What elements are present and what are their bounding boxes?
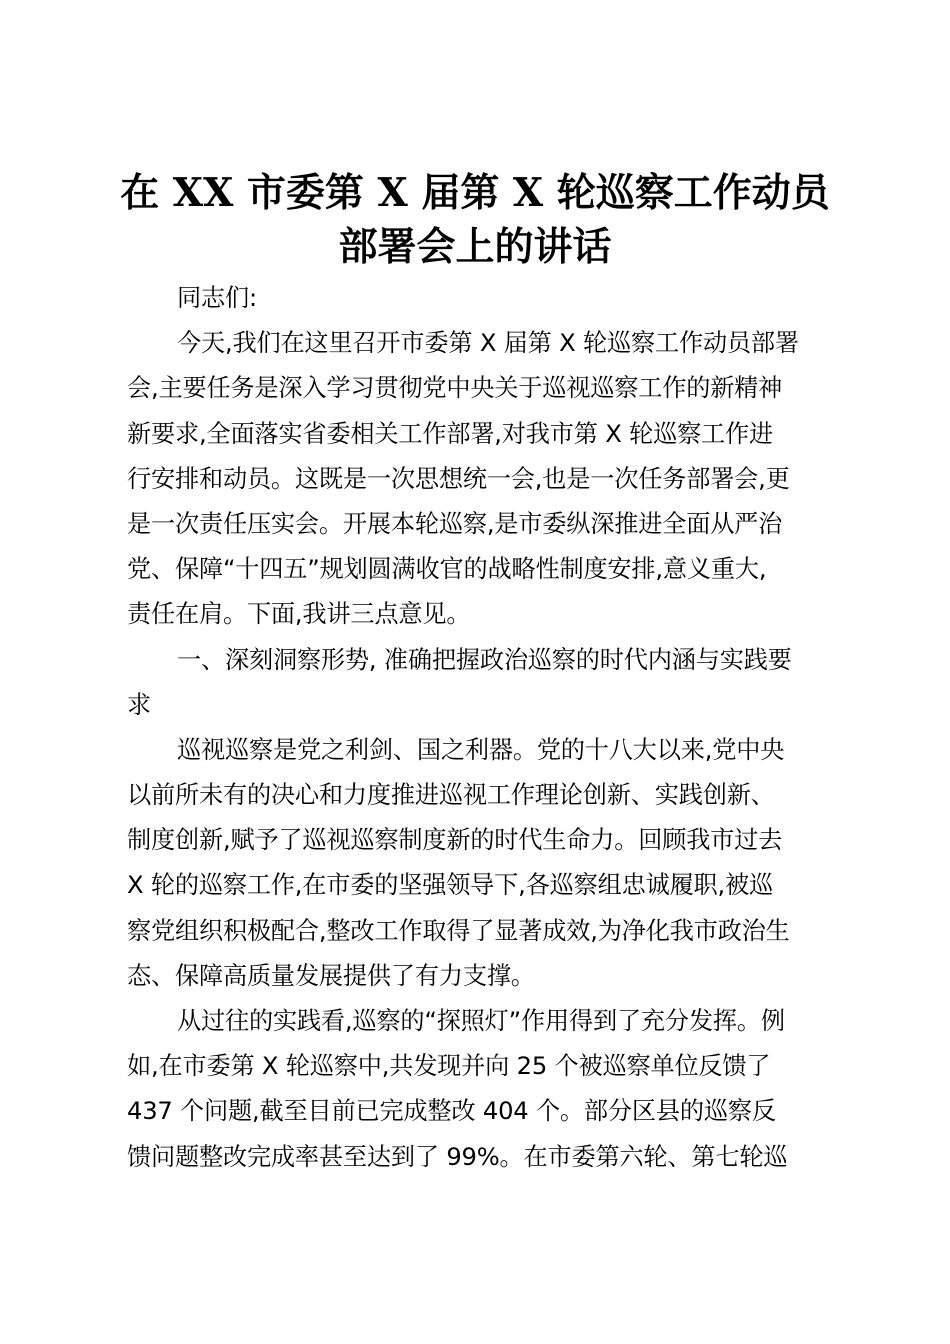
text-line: X 轮的巡察工作,在市委的坚强领导下,各巡察组忠诚履职,被巡	[127, 871, 774, 900]
text-line: 制度创新,赋予了巡视巡察制度新的时代生命力。回顾我市过去	[127, 826, 783, 855]
text-line: 巡视巡察是党之利剑、国之利器。党的十八大以来,党中央	[177, 735, 785, 764]
text-line: 馈问题整改完成率甚至达到了 99%。在市委第六轮、第七轮巡	[127, 1142, 788, 1171]
text-line: 同志们:	[177, 284, 257, 312]
text-line: 责任在肩。下面,我讲三点意见。	[127, 600, 471, 629]
document-body	[127, 276, 833, 1180]
text-line: 察党组织积极配合,整改工作取得了显著成效,为净化我市政治生	[127, 916, 790, 945]
document-title	[100, 166, 850, 274]
text-line: 从过往的实践看,巡察的“探照灯”作用得到了充分发挥。例	[177, 1007, 785, 1035]
text-line: 如,在市委第 X 轮巡察中,共发现并向 25 个被巡察单位反馈了	[127, 1052, 771, 1081]
text-line: 今天,我们在这里召开市委第 X 届第 X 轮巡察工作动员部署	[177, 329, 799, 358]
text-line: 党、保障“十四五”规划圆满收官的战略性制度安排,意义重大,	[127, 555, 767, 584]
text-line: 行安排和动员。这既是一次思想统一会,也是一次任务部署会,更	[127, 464, 790, 493]
text-line: 求	[127, 690, 151, 719]
text-line: 一、深刻洞察形势, 准确把握政治巡察的时代内涵与实践要	[177, 645, 792, 674]
text-line: 新要求,全面落实省委相关工作部署,对我市第 X 轮巡察工作进	[127, 419, 774, 448]
text-line: 437 个问题,截至目前已完成整改 404 个。部分区县的巡察反	[127, 1097, 776, 1126]
title-line-2: 部署会上的讲话	[338, 224, 612, 270]
text-line: 是一次责任压实会。开展本轮巡察,是市委纵深推进全面从严治	[127, 509, 783, 538]
text-line: 态、保障高质量发展提供了有力支撑。	[127, 961, 535, 990]
text-line: 会,主要任务是深入学习贯彻党中央关于巡视巡察工作的新精神	[127, 374, 783, 403]
title-line-1: 在 XX 市委第 X 届第 X 轮巡察工作动员	[120, 170, 830, 216]
text-line: 以前所未有的决心和力度推进巡视工作理论创新、实践创新、	[127, 781, 775, 810]
